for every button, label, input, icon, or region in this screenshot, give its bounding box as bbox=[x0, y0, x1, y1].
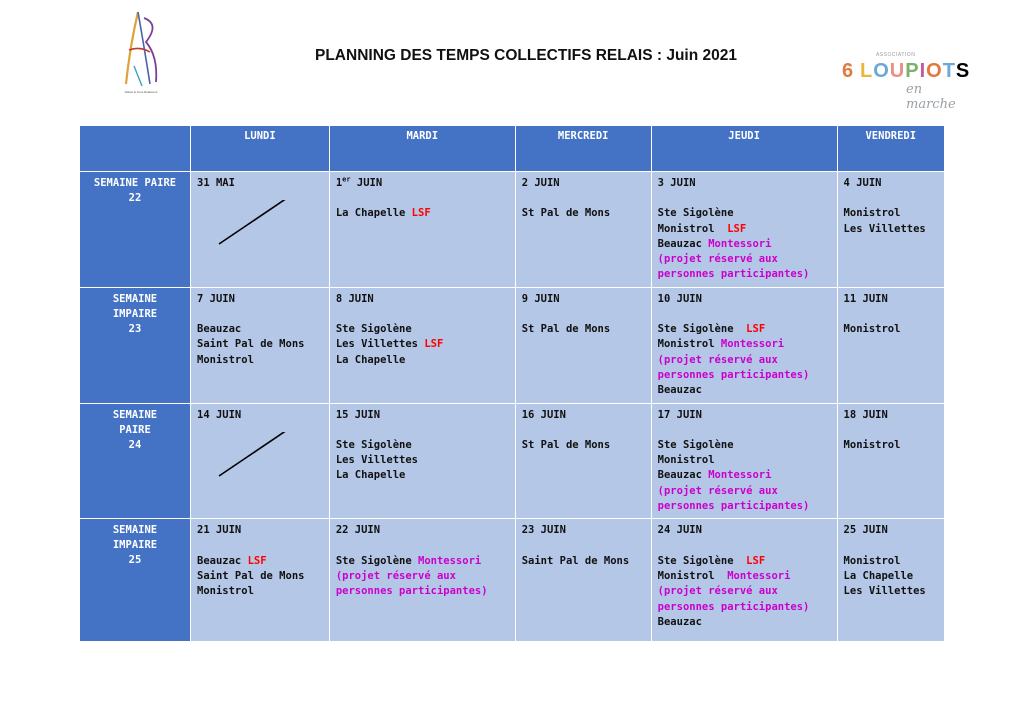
no-session-strike-icon bbox=[197, 432, 307, 492]
location-text: Ste Sigolène bbox=[657, 207, 734, 220]
day-cell bbox=[191, 172, 330, 288]
corner-cell bbox=[80, 126, 191, 172]
week-row bbox=[80, 403, 945, 519]
loupiots-logo-letter: O bbox=[926, 60, 943, 82]
day-header: MERCREDI bbox=[515, 126, 651, 172]
location-line bbox=[658, 615, 831, 630]
loupiots-logo-letter: O bbox=[873, 60, 890, 82]
location-text: Beauzac bbox=[657, 615, 702, 628]
day-cell bbox=[329, 519, 515, 642]
location-line bbox=[844, 438, 938, 453]
lsf-tag: LSF bbox=[424, 338, 444, 351]
day-cell bbox=[191, 403, 330, 519]
location-text: La Chapelle bbox=[335, 353, 406, 366]
day-cell-date: 18 JUIN bbox=[843, 408, 888, 421]
location-line bbox=[522, 554, 645, 569]
week-label-line: 23 bbox=[128, 322, 142, 335]
week-label-line: IMPAIRE bbox=[112, 307, 158, 320]
day-cell bbox=[515, 287, 651, 403]
montessori-text: personnes participantes) bbox=[657, 368, 810, 381]
loupiots-logo bbox=[840, 52, 975, 112]
location-text: Saint Pal de Mons bbox=[197, 338, 305, 351]
location-line bbox=[336, 468, 509, 483]
day-cell bbox=[837, 403, 944, 519]
planning-table bbox=[79, 125, 945, 642]
loupiots-logo-letter: S bbox=[955, 60, 971, 82]
day-cell bbox=[191, 287, 330, 403]
location-line bbox=[658, 353, 831, 368]
week-label bbox=[80, 172, 191, 288]
loupiots-logo-letter: P bbox=[905, 60, 920, 82]
montessori-text: (projet réservé aux bbox=[657, 484, 778, 497]
montessori-text: Montessori bbox=[708, 469, 772, 482]
location-line bbox=[658, 337, 831, 352]
location-line bbox=[844, 554, 938, 569]
location-line bbox=[197, 337, 323, 352]
day-cell-date: 11 JUIN bbox=[843, 292, 888, 305]
day-cell-date: 14 JUIN bbox=[197, 408, 242, 421]
week-label bbox=[80, 287, 191, 403]
location-text: Ste Sigolène bbox=[335, 554, 418, 567]
location-line bbox=[658, 267, 831, 282]
location-line bbox=[658, 584, 831, 599]
location-line bbox=[197, 322, 323, 337]
lsf-tag: LSF bbox=[247, 554, 267, 567]
location-line bbox=[658, 484, 831, 499]
location-line bbox=[844, 569, 938, 584]
day-header: JEUDI bbox=[651, 126, 837, 172]
location-text: Monistrol bbox=[197, 585, 254, 598]
location-text: Monistrol bbox=[843, 323, 901, 336]
week-label bbox=[80, 403, 191, 519]
location-text: Ste Sigolène bbox=[657, 554, 747, 567]
location-line bbox=[336, 337, 509, 352]
day-header: LUNDI bbox=[191, 126, 330, 172]
location-line bbox=[658, 252, 831, 267]
location-text: Ste Sigolène bbox=[657, 323, 747, 336]
location-line bbox=[658, 206, 831, 221]
location-line bbox=[658, 237, 831, 252]
day-header: MARDI bbox=[329, 126, 515, 172]
location-text: Monistrol bbox=[843, 438, 901, 451]
week-label-line: 25 bbox=[128, 554, 142, 567]
lsf-tag: LSF bbox=[746, 323, 766, 336]
day-cell bbox=[837, 519, 944, 642]
location-text: La Chapelle bbox=[335, 469, 406, 482]
day-cell bbox=[329, 172, 515, 288]
location-text: St Pal de Mons bbox=[521, 207, 611, 220]
location-text: Beauzac bbox=[197, 554, 248, 567]
location-text: Les Villettes bbox=[843, 222, 926, 235]
location-line bbox=[658, 468, 831, 483]
location-line bbox=[658, 438, 831, 453]
location-line bbox=[336, 206, 509, 221]
day-cell-date: 16 JUIN bbox=[521, 408, 566, 421]
location-line bbox=[336, 569, 509, 584]
location-line bbox=[844, 222, 938, 237]
location-line bbox=[522, 206, 645, 221]
day-cell-date: 7 JUIN bbox=[197, 292, 235, 305]
location-text: Ste Sigolène bbox=[657, 438, 734, 451]
week-label-line: SEMAINE PAIRE bbox=[93, 177, 177, 189]
location-line bbox=[658, 383, 831, 398]
montessori-text: (projet réservé aux bbox=[657, 353, 778, 366]
location-text: Beauzac bbox=[657, 469, 709, 482]
location-text: La Chapelle bbox=[843, 569, 914, 582]
montessori-text: (projet réservé aux bbox=[657, 585, 778, 598]
location-text: Monistrol bbox=[657, 338, 721, 351]
location-text: Monistrol bbox=[843, 554, 901, 567]
location-line bbox=[197, 569, 323, 584]
location-line bbox=[658, 569, 831, 584]
montessori-text: (projet réservé aux bbox=[335, 569, 456, 582]
montessori-text: Montessori bbox=[418, 554, 482, 567]
week-label-line: PAIRE bbox=[119, 423, 151, 436]
montessori-text: personnes participantes) bbox=[335, 585, 488, 598]
location-line bbox=[658, 453, 831, 468]
location-line bbox=[336, 438, 509, 453]
location-line bbox=[658, 368, 831, 383]
montessori-text: personnes participantes) bbox=[657, 268, 810, 281]
loupiots-logo-assoc: ASSOCIATION bbox=[876, 52, 916, 58]
day-cell-date: 2 JUIN bbox=[521, 177, 560, 189]
week-row bbox=[80, 519, 945, 642]
day-cell bbox=[837, 287, 944, 403]
day-cell bbox=[515, 403, 651, 519]
location-text: Ste Sigolène bbox=[335, 438, 412, 451]
relais-logo-tagline: Relais & Vous Relaisons bbox=[124, 90, 158, 94]
lsf-tag: LSF bbox=[411, 207, 431, 220]
day-cell bbox=[329, 403, 515, 519]
location-text: Saint Pal de Mons bbox=[521, 554, 630, 567]
location-text: Beauzac bbox=[657, 237, 709, 250]
date-number: 1 bbox=[335, 177, 343, 189]
day-cell bbox=[651, 287, 837, 403]
day-cell bbox=[837, 172, 944, 288]
week-label-line: 24 bbox=[128, 438, 142, 451]
day-cell bbox=[191, 519, 330, 642]
day-cell-date: 31 MAI bbox=[197, 177, 235, 189]
location-text: La Chapelle bbox=[335, 207, 412, 220]
loupiots-logo-word bbox=[860, 60, 970, 83]
location-line bbox=[197, 353, 323, 368]
location-line bbox=[844, 206, 938, 221]
location-text: Les Villettes bbox=[335, 454, 418, 467]
location-text: Beauzac bbox=[657, 384, 702, 397]
montessori-text: (projet réservé aux bbox=[657, 253, 778, 266]
location-line bbox=[844, 322, 938, 337]
day-cell-date: 8 JUIN bbox=[335, 292, 374, 305]
day-cell-date: 21 JUIN bbox=[197, 524, 242, 537]
day-cell bbox=[329, 287, 515, 403]
location-text: Les Villettes bbox=[843, 585, 926, 598]
week-label-line: SEMAINE bbox=[112, 524, 158, 537]
location-line bbox=[522, 322, 645, 337]
location-line bbox=[658, 600, 831, 615]
week-label-line: SEMAINE bbox=[112, 292, 158, 305]
montessori-text: Montessori bbox=[708, 237, 772, 250]
location-text: Monistrol bbox=[657, 222, 728, 235]
montessori-text: Montessori bbox=[720, 338, 785, 351]
montessori-text: personnes participantes) bbox=[657, 600, 810, 613]
location-text: Saint Pal de Mons bbox=[197, 569, 305, 582]
location-text: Monistrol bbox=[843, 207, 901, 220]
day-cell-date: 3 JUIN bbox=[657, 177, 696, 189]
day-header-row bbox=[80, 126, 945, 172]
location-line bbox=[658, 222, 831, 237]
day-cell-date: 22 JUIN bbox=[335, 524, 381, 537]
day-cell-date: 4 JUIN bbox=[843, 177, 882, 189]
weeks-body bbox=[80, 172, 945, 642]
day-cell-date: 15 JUIN bbox=[335, 408, 381, 421]
location-line bbox=[336, 554, 509, 569]
week-row bbox=[80, 287, 945, 403]
location-text: St Pal de Mons bbox=[521, 438, 611, 451]
loupiots-logo-sub: en marche bbox=[906, 82, 956, 112]
day-cell bbox=[515, 172, 651, 288]
location-text: Monistrol bbox=[657, 569, 728, 582]
location-line bbox=[336, 353, 509, 368]
location-text: Les Villettes bbox=[335, 338, 425, 351]
no-session-strike-icon bbox=[197, 200, 307, 260]
date-month: JUIN bbox=[350, 177, 383, 189]
location-line bbox=[844, 584, 938, 599]
location-text: St Pal de Mons bbox=[521, 323, 611, 336]
day-cell-date: 25 JUIN bbox=[843, 524, 888, 537]
location-line bbox=[336, 584, 509, 599]
loupiots-logo-letter: U bbox=[889, 60, 906, 82]
location-line bbox=[336, 453, 509, 468]
week-label-line: 22 bbox=[128, 192, 142, 204]
week-label-line: IMPAIRE bbox=[112, 539, 158, 552]
location-line bbox=[336, 322, 509, 337]
lsf-tag: LSF bbox=[746, 554, 766, 567]
day-cell bbox=[651, 172, 837, 288]
day-cell-date: 9 JUIN bbox=[521, 292, 560, 305]
loupiots-logo-number: 6 bbox=[842, 60, 854, 82]
location-line bbox=[197, 554, 323, 569]
day-cell bbox=[515, 519, 651, 642]
montessori-text: personnes participantes) bbox=[657, 500, 810, 513]
day-cell bbox=[651, 519, 837, 642]
location-line bbox=[197, 584, 323, 599]
loupiots-logo-letter: T bbox=[942, 60, 956, 82]
location-line bbox=[522, 438, 645, 453]
location-line bbox=[658, 554, 831, 569]
lsf-tag: LSF bbox=[727, 222, 747, 235]
date-superscript: er bbox=[342, 175, 351, 184]
location-text: Monistrol bbox=[197, 353, 254, 366]
loupiots-logo-letter: L bbox=[860, 60, 874, 82]
location-text: Ste Sigolène bbox=[335, 323, 412, 336]
week-row bbox=[80, 172, 945, 288]
week-label bbox=[80, 519, 191, 642]
day-cell bbox=[651, 403, 837, 519]
loupiots-logo-letter: I bbox=[919, 60, 927, 82]
location-text: Beauzac bbox=[197, 323, 242, 336]
day-cell-date: 24 JUIN bbox=[657, 524, 702, 537]
day-cell-date: 23 JUIN bbox=[521, 524, 566, 537]
day-header: VENDREDI bbox=[837, 126, 944, 172]
day-cell-date: 10 JUIN bbox=[657, 292, 702, 305]
location-text: Monistrol bbox=[657, 454, 715, 467]
location-line bbox=[658, 499, 831, 514]
page-title: PLANNING DES TEMPS COLLECTIFS RELAIS : Juin 2021 bbox=[315, 47, 737, 64]
montessori-text: Montessori bbox=[727, 569, 791, 582]
day-cell-date: 17 JUIN bbox=[657, 408, 702, 421]
location-line bbox=[658, 322, 831, 337]
week-label-line: SEMAINE bbox=[112, 408, 158, 421]
day-cell-date bbox=[336, 176, 509, 191]
